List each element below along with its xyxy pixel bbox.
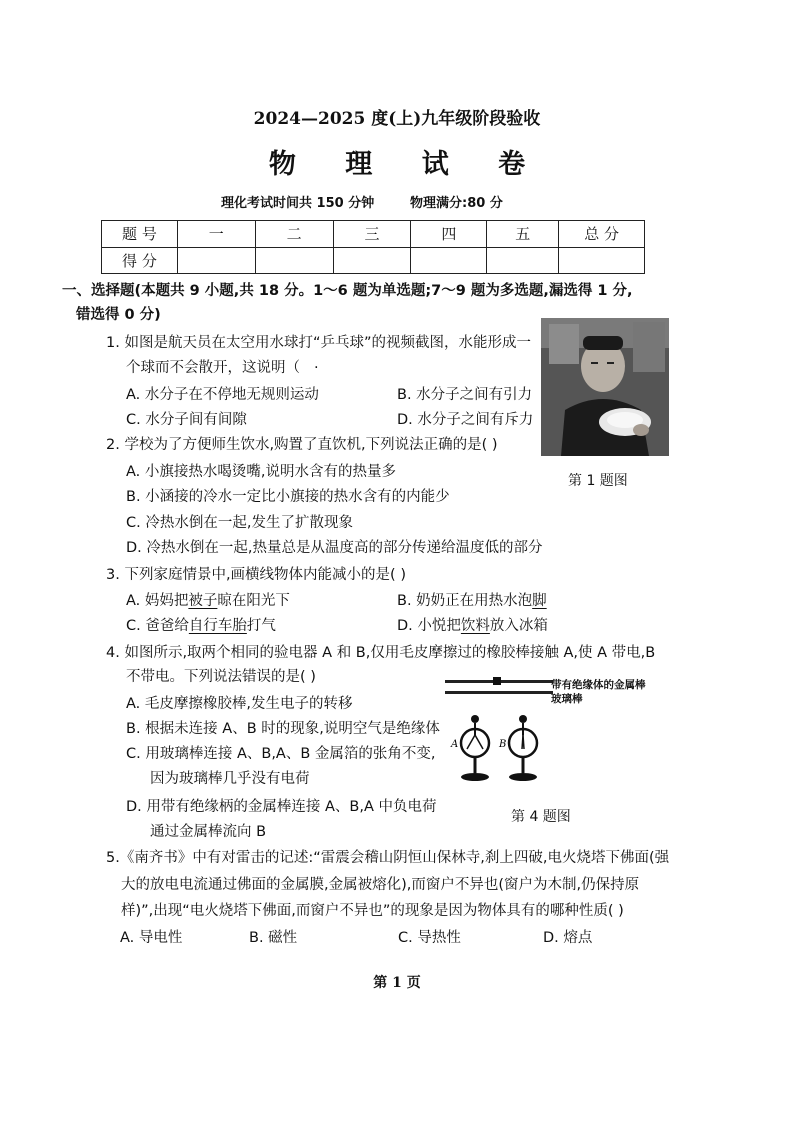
score-input-cell[interactable] bbox=[487, 247, 559, 274]
table-cell: 二 bbox=[255, 221, 333, 248]
exam-score-info: 物理满分:80 分 bbox=[410, 196, 503, 211]
section-heading-cont: 错选得 0 分) bbox=[76, 307, 161, 323]
electroscope-a bbox=[461, 715, 489, 781]
question-3-option-b[interactable]: B. 奶奶正在用热水泡脚 bbox=[397, 593, 547, 609]
astronaut-photo bbox=[541, 318, 669, 456]
table-cell: 一 bbox=[177, 221, 255, 248]
question-4-option-c[interactable]: C. 用玻璃棒连接 A、B,A、B 金属箔的张角不变, bbox=[126, 746, 436, 762]
astronaut-image bbox=[541, 318, 669, 456]
table-cell: 五 bbox=[487, 221, 559, 248]
score-table-header-row bbox=[102, 221, 645, 248]
electroscope-diagram bbox=[443, 675, 563, 793]
question-2-option-c[interactable]: C. 冷热水倒在一起,发生了扩散现象 bbox=[126, 515, 353, 531]
table-cell: 题 号 bbox=[102, 221, 178, 248]
question-2-option-a[interactable]: A. 小旗接热水喝烫嘴,说明水含有的热量多 bbox=[126, 464, 396, 480]
figure-1-caption: 第 1 题图 bbox=[568, 473, 628, 489]
metal-rod-label: 带有绝缘体的金属棒 bbox=[551, 679, 646, 691]
question-2-option-b[interactable]: B. 小涵接的冷水一定比小旗接的热水含有的内能少 bbox=[126, 489, 450, 505]
exam-title: 物 理 试 卷 bbox=[268, 149, 546, 180]
table-cell: 总 分 bbox=[559, 221, 645, 248]
exam-subtitle: 2024—2025 度(上)九年级阶段验收 bbox=[253, 109, 541, 129]
glass-rod bbox=[445, 691, 553, 694]
exam-time-info: 理化考试时间共 150 分钟 bbox=[221, 196, 375, 211]
table-cell: 得 分 bbox=[102, 247, 178, 274]
question-3-option-d[interactable]: D. 小悦把饮料放入冰箱 bbox=[397, 618, 548, 634]
question-5-option-d[interactable]: D. 熔点 bbox=[543, 930, 593, 946]
question-1-option-d[interactable]: D. 水分子之间有斥力 bbox=[397, 412, 534, 428]
question-4-option-d-cont: 通过金属棒流向 B bbox=[150, 824, 267, 840]
question-4-option-d[interactable]: D. 用带有绝缘柄的金属棒连接 A、B,A 中负电荷 bbox=[126, 799, 437, 815]
table-cell: 三 bbox=[333, 221, 411, 248]
question-1-stem: 1. 如图是航天员在太空用水球打“乒乓球”的视频截图，水能形成一 bbox=[106, 335, 531, 351]
question-3-option-a[interactable]: A. 妈妈把被子晾在阳光下 bbox=[126, 593, 290, 609]
score-input-cell[interactable] bbox=[559, 247, 645, 274]
question-4-stem: 4. 如图所示,取两个相同的验电器 A 和 B,仅用毛皮摩擦过的橡胶棒接触 A,使 A 带电,B bbox=[106, 645, 656, 661]
score-table-score-row bbox=[102, 247, 645, 274]
question-5-stem: 5.《南齐书》中有对雷击的记述:“雷震会稽山阴恒山保林寺,刹上四破,电火烧塔下佛面(强 bbox=[106, 850, 670, 866]
question-5-stem-cont: 大的放电电流通过佛面的金属膜,金属被熔化),而窗户不异也(窗户为木制,仍保持原 bbox=[121, 877, 640, 893]
question-5-stem-cont: 样)”,出现“电火烧塔下佛面,而窗户不异也”的现象是因为物体具有的哪种性质( ) bbox=[121, 903, 624, 919]
score-input-cell[interactable] bbox=[333, 247, 411, 274]
section-heading: 一、选择题(本题共 9 小题,共 18 分。1～6 题为单选题;7～9 题为多选题,漏选得 1 分, bbox=[62, 283, 633, 299]
question-2-stem: 2. 学校为了方便师生饮水,购置了直饮机,下列说法正确的是( ) bbox=[106, 437, 498, 453]
question-3-option-c[interactable]: C. 爸爸给自行车胎打气 bbox=[126, 618, 276, 634]
insulated-handle bbox=[493, 677, 501, 685]
label-a: A bbox=[451, 739, 459, 750]
question-1-stem-cont: 个球而不会散开，这说明（ · bbox=[126, 360, 319, 376]
question-1-option-b[interactable]: B. 水分子之间有引力 bbox=[397, 387, 533, 403]
question-1-option-c[interactable]: C. 水分子间有间隙 bbox=[126, 412, 247, 428]
question-5-option-a[interactable]: A. 导电性 bbox=[120, 930, 183, 946]
question-5-option-c[interactable]: C. 导热性 bbox=[398, 930, 461, 946]
question-4-stem-cont: 不带电。下列说法错误的是( ) bbox=[126, 669, 316, 685]
figure-4-caption: 第 4 题图 bbox=[511, 809, 571, 825]
question-3-stem: 3. 下列家庭情景中,画横线物体内能减小的是( ) bbox=[106, 567, 406, 583]
label-b: B bbox=[499, 739, 507, 750]
score-input-cell[interactable] bbox=[411, 247, 487, 274]
score-input-cell[interactable] bbox=[177, 247, 255, 274]
question-4-option-c-cont: 因为玻璃棒几乎没有电荷 bbox=[150, 771, 310, 787]
question-1-option-a[interactable]: A. 水分子在不停地无规则运动 bbox=[126, 387, 319, 403]
electroscope-b bbox=[509, 715, 537, 781]
question-5-option-b[interactable]: B. 磁性 bbox=[249, 930, 298, 946]
glass-rod-label: 玻璃棒 bbox=[551, 693, 583, 705]
question-4-option-b[interactable]: B. 根据未连接 A、B 时的现象,说明空气是绝缘体 bbox=[126, 721, 440, 737]
score-input-cell[interactable] bbox=[255, 247, 333, 274]
score-table bbox=[101, 220, 645, 274]
table-cell: 四 bbox=[411, 221, 487, 248]
page-number: 第 1 页 bbox=[373, 975, 421, 991]
question-2-option-d[interactable]: D. 冷热水倒在一起,热量总是从温度高的部分传递给温度低的部分 bbox=[126, 540, 543, 556]
question-4-option-a[interactable]: A. 毛皮摩擦橡胶棒,发生电子的转移 bbox=[126, 696, 353, 712]
